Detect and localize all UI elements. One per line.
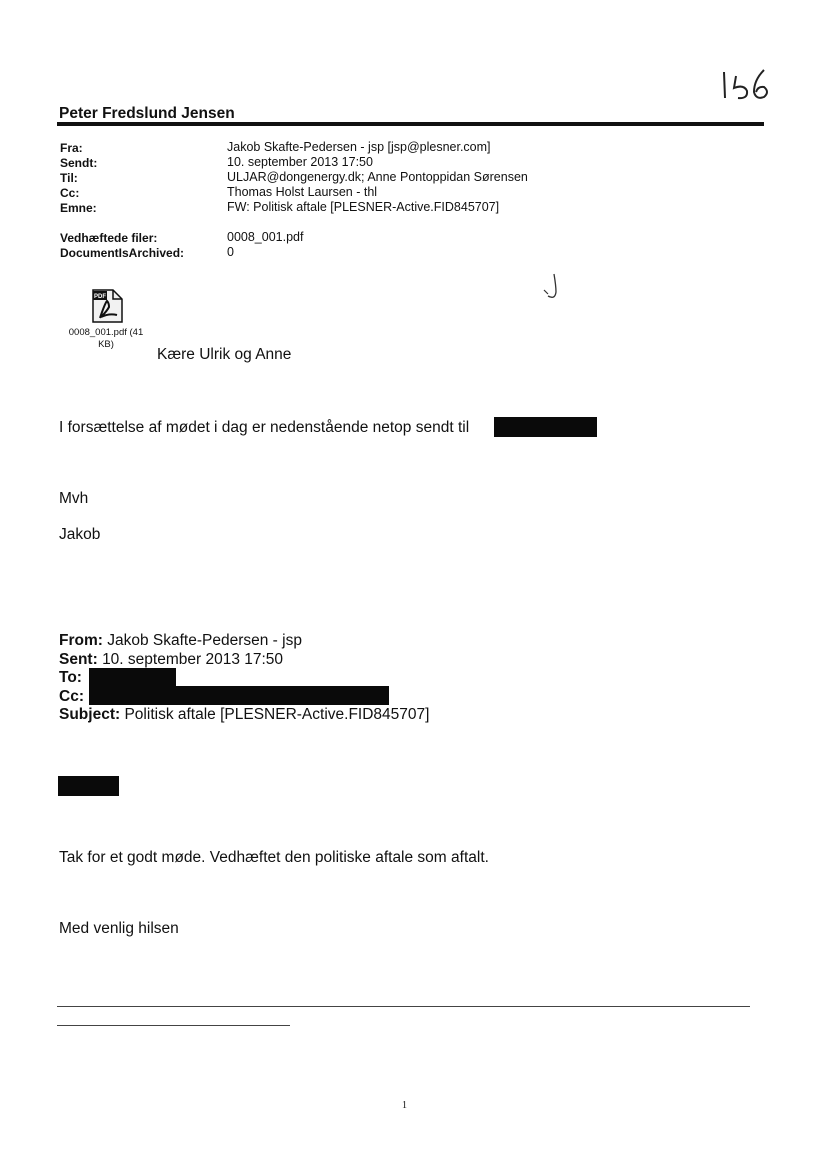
header-divider (57, 122, 764, 126)
forward-subject-line (59, 706, 429, 724)
forward-to-label: To: (59, 669, 82, 686)
body-paragraph: I forsættelse af mødet i dag er nedenstående netop sendt til (59, 419, 470, 436)
header-label-cc: Cc: (60, 186, 80, 200)
redaction-block (89, 668, 176, 687)
forward-subject-label: Subject: (59, 706, 121, 723)
redaction-block (58, 776, 119, 796)
pdf-file-icon[interactable] (91, 289, 123, 323)
forward-from-value: Jakob Skafte-Pedersen - jsp (107, 632, 302, 649)
header-label-sent: Sendt: (60, 156, 98, 170)
handwritten-tick-mark (540, 272, 562, 302)
header-value-sent: 10. september 2013 17:50 (227, 155, 373, 169)
meta-value-archived: 0 (227, 245, 234, 259)
footer-divider-short (57, 1025, 290, 1026)
handwritten-page-stamp (720, 64, 778, 102)
header-label-to: Til: (60, 171, 78, 185)
forward-closing: Med venlig hilsen (59, 920, 179, 937)
header-label-from: Fra: (60, 141, 83, 155)
forward-cc-line (59, 688, 84, 706)
meta-label-archived: DocumentIsArchived: (60, 246, 185, 260)
forward-from-line (59, 632, 302, 650)
signature-line: Jakob (59, 526, 101, 543)
greeting-line: Kære Ulrik og Anne (157, 346, 292, 363)
redaction-block (89, 686, 389, 705)
forward-subject-value: Politisk aftale [PLESNER-Active.FID845707] (124, 706, 430, 723)
forward-message: Tak for et godt møde. Vedhæftet den politiske aftale som aftalt. (59, 849, 489, 866)
header-label-subject: Emne: (60, 201, 97, 215)
header-value-subject: FW: Politisk aftale [PLESNER-Active.FID845707] (227, 200, 500, 214)
header-value-from: Jakob Skafte-Pedersen - jsp [jsp@plesner.com] (227, 140, 491, 154)
pdf-badge-label: PDF (94, 294, 106, 300)
forward-sent-value: 10. september 2013 17:50 (102, 651, 284, 668)
header-value-to: ULJAR@dongenergy.dk; Anne Pontoppidan Sørensen (227, 170, 528, 184)
meta-label-attachments: Vedhæftede filer: (60, 231, 158, 245)
forward-to-line (59, 669, 82, 687)
closing-line: Mvh (59, 490, 89, 507)
meta-value-attachments: 0008_001.pdf (227, 230, 304, 244)
footer-divider (57, 1006, 750, 1007)
page-number: 1 (402, 1100, 407, 1111)
redaction-block (494, 417, 597, 437)
mailbox-owner-name: Peter Fredslund Jensen (59, 105, 235, 122)
forward-cc-label: Cc: (59, 688, 84, 705)
forward-from-label: From: (59, 632, 103, 649)
forward-sent-label: Sent: (59, 651, 98, 668)
attachment-caption[interactable]: 0008_001.pdf (41 KB) (68, 327, 144, 350)
header-value-cc: Thomas Holst Laursen - thl (227, 185, 378, 199)
forward-sent-line (59, 651, 283, 669)
